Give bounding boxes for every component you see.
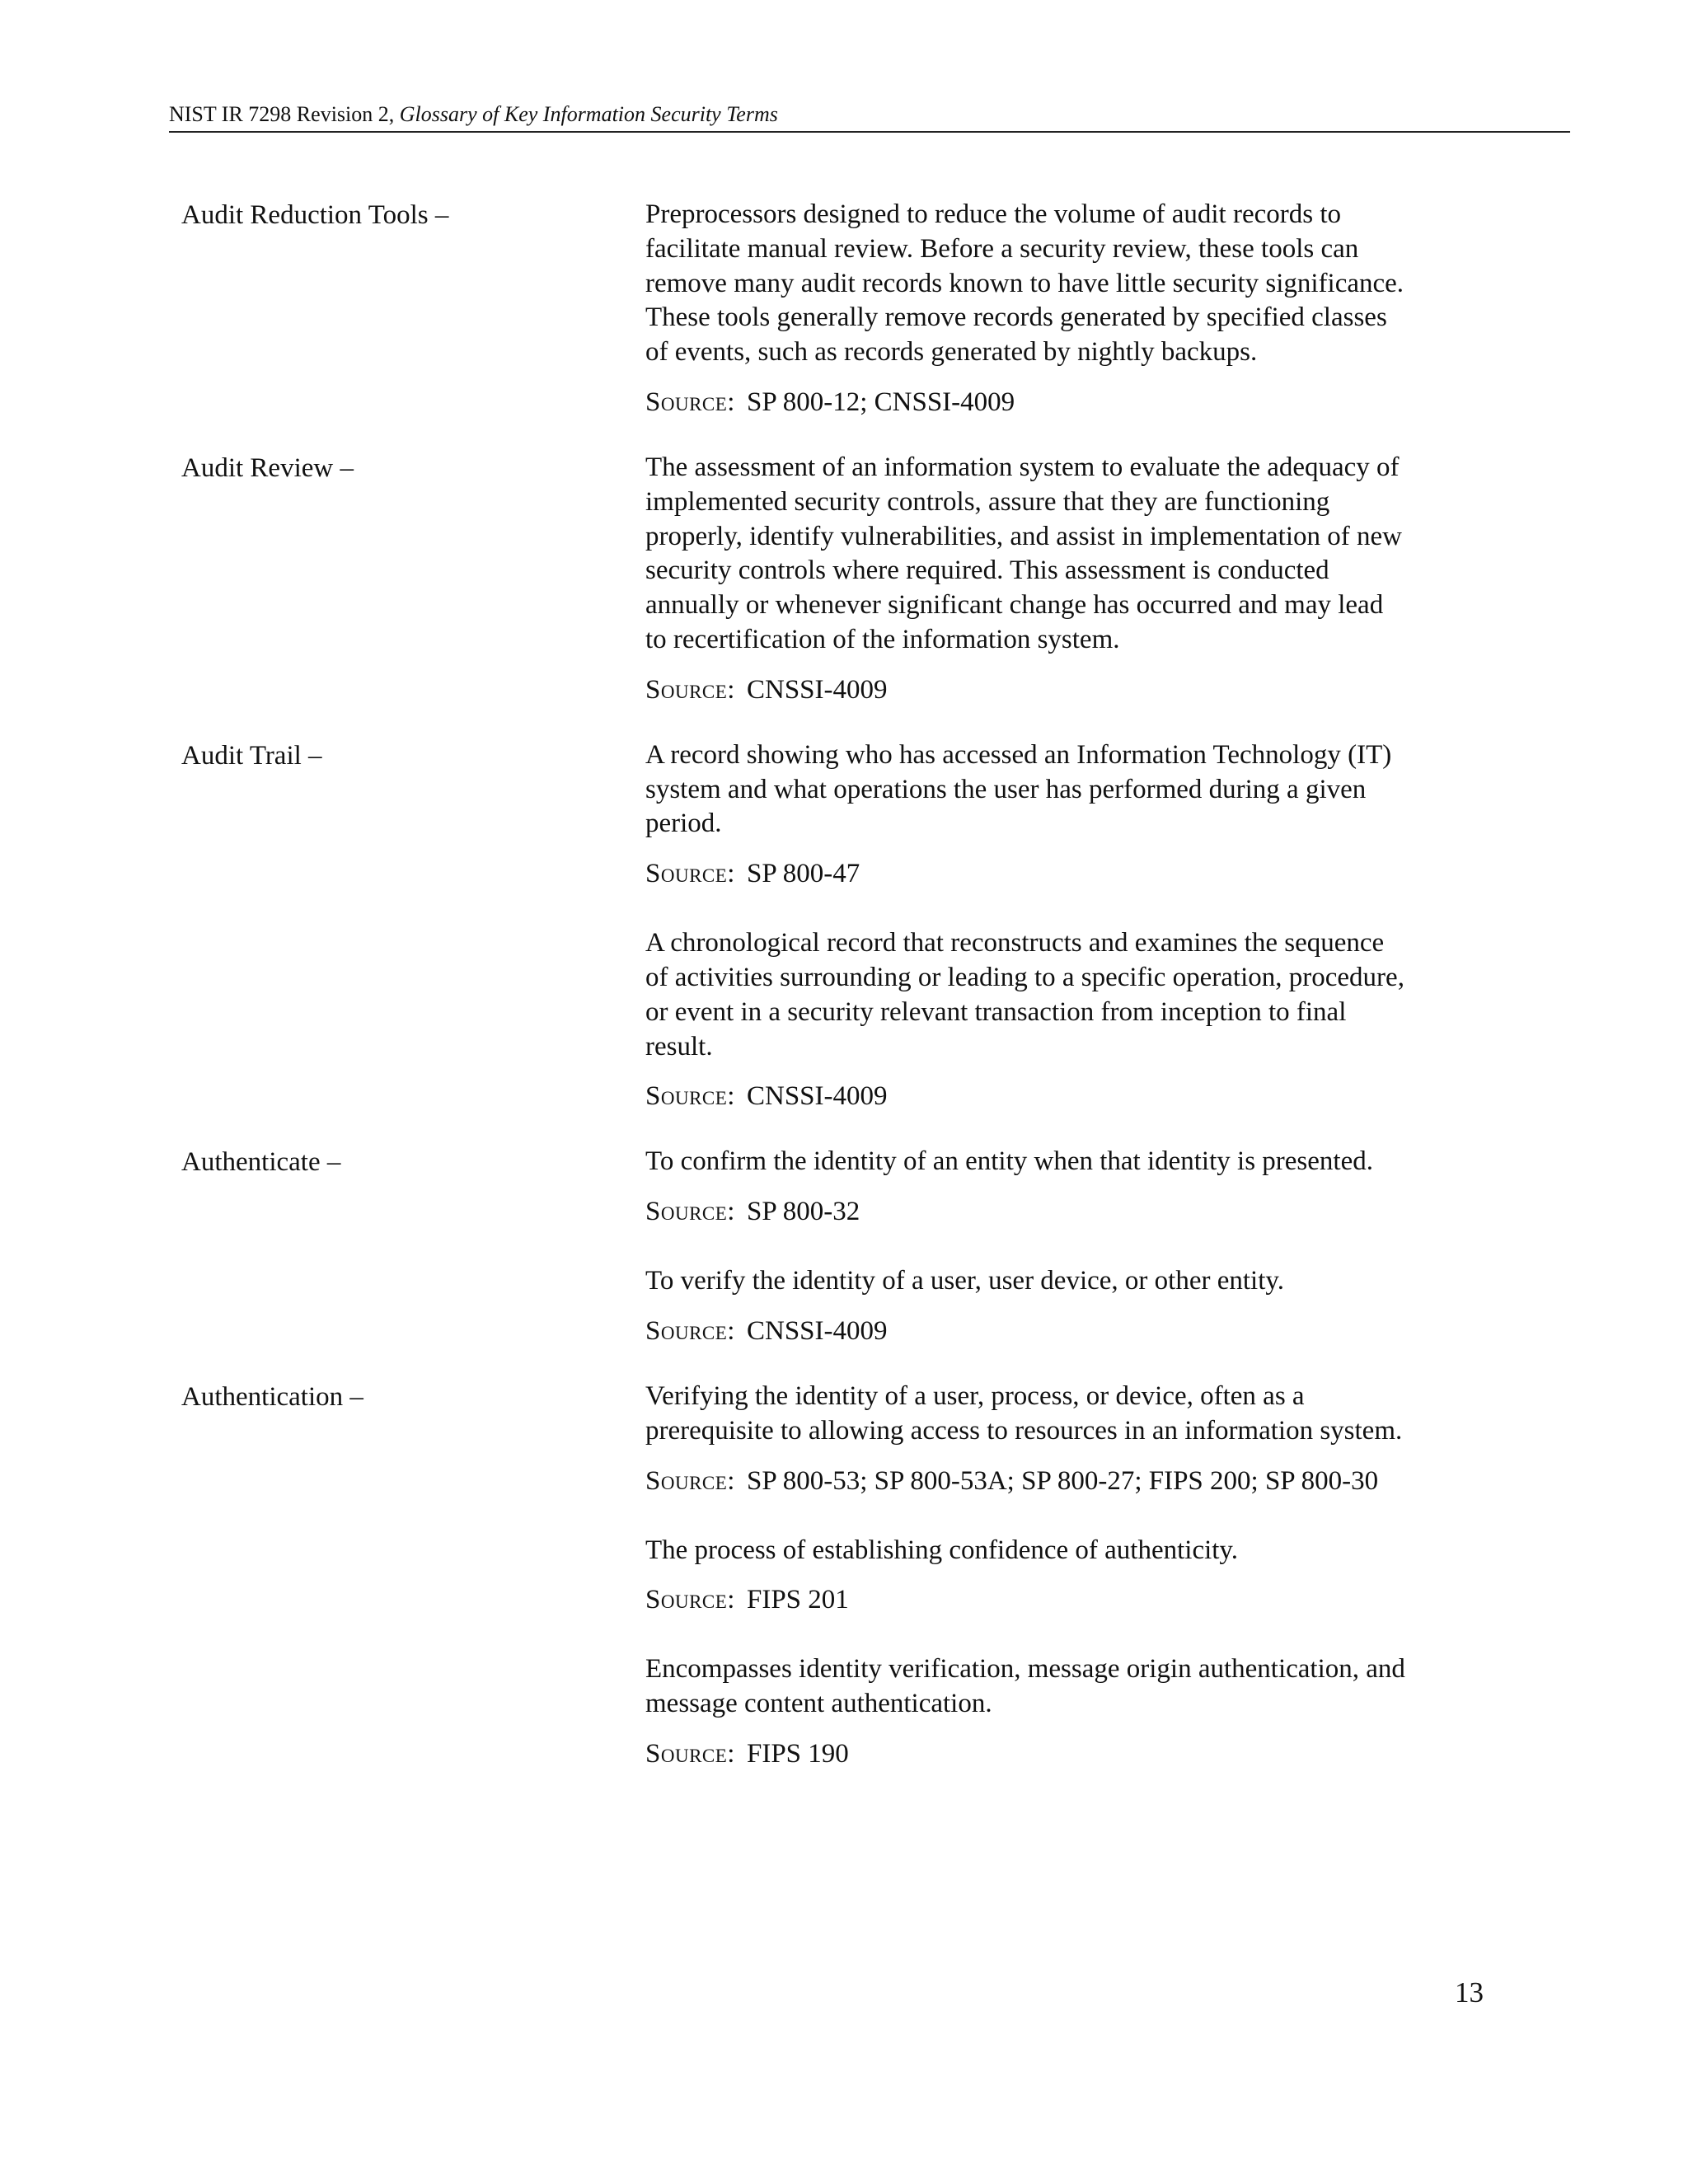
source-reference: SP 800-47 — [746, 859, 860, 889]
definition-list — [645, 738, 1500, 1114]
source-reference: SP 800-53; SP 800-53A; SP 800-27; FIPS 200; SP 800-30 — [746, 1465, 1379, 1496]
document-id: NIST IR 7298 Revision 2, — [169, 102, 400, 126]
definition-text: To confirm the identity of an entity when that identity is presented. — [645, 1146, 1373, 1177]
page-number: 13 — [1455, 1976, 1484, 2008]
definition-list — [645, 1145, 1500, 1348]
definition-text: Verifying the identity of a user, process, or device, often as a prerequisite to allowing access to resources in an information system. — [645, 1380, 1403, 1446]
definition — [645, 1380, 1500, 1498]
glossary — [181, 198, 1500, 1802]
source-label: Source: — [645, 1081, 735, 1112]
definition-text: Encompasses identity verification, message origin authentication, and message content authentication. — [645, 1654, 1405, 1719]
source-line — [645, 385, 1500, 419]
definition-text: A record showing who has accessed an Information Technology (IT) system and what operations the user has performed during a given period. — [645, 739, 1392, 839]
definition — [645, 198, 1500, 419]
glossary-term: Audit Review – — [181, 452, 354, 483]
glossary-entry-audit-review — [181, 451, 1500, 707]
definition — [645, 1264, 1500, 1348]
source-line — [645, 1582, 1500, 1617]
source-line — [645, 1079, 1500, 1113]
glossary-entry-audit-reduction-tools — [181, 198, 1500, 419]
definition — [645, 926, 1500, 1113]
source-label: Source: — [645, 1197, 735, 1227]
definition-list — [645, 1380, 1500, 1771]
definition — [645, 1145, 1500, 1229]
source-label: Source: — [645, 1465, 735, 1496]
source-reference: CNSSI-4009 — [746, 1315, 888, 1346]
source-reference: CNSSI-4009 — [746, 674, 888, 705]
source-line — [645, 856, 1500, 891]
glossary-term: Audit Trail – — [181, 740, 322, 771]
source-line — [645, 1736, 1500, 1771]
page-header — [169, 98, 1570, 133]
source-line — [645, 1314, 1500, 1348]
source-reference: FIPS 190 — [746, 1738, 849, 1769]
source-label: Source: — [645, 1315, 735, 1346]
source-line — [645, 1464, 1500, 1498]
definition-text: The assessment of an information system to evaluate the adequacy of implemented security controls, assure that they are functioning properly, identify vulnerabilities, and assist in implementation of new security controls where required. This assessment is conducted annually or whenever significant change has occurred and may lead to recertification of the information system. — [645, 452, 1402, 654]
definition-list — [645, 198, 1500, 419]
definition — [645, 1652, 1500, 1771]
source-reference: FIPS 201 — [746, 1585, 849, 1615]
source-label: Source: — [645, 1738, 735, 1769]
source-line — [645, 1194, 1500, 1229]
definition — [645, 451, 1500, 707]
definition-text: To verify the identity of a user, user device, or other entity. — [645, 1266, 1284, 1296]
source-label: Source: — [645, 859, 735, 889]
definition — [645, 738, 1500, 891]
definition-text: Preprocessors designed to reduce the volume of audit records to facilitate manual review. Before a security review, these tools can remove many audit records known to have little security significance. These tools generally remove records generated by specified classes of events, such as records generated by nightly backups. — [645, 199, 1404, 368]
glossary-entry-audit-trail — [181, 738, 1500, 1114]
definition-text: The process of establishing confidence of authenticity. — [645, 1535, 1239, 1565]
definition-list — [645, 451, 1500, 707]
source-label: Source: — [645, 1585, 735, 1615]
glossary-term: Authentication – — [181, 1381, 363, 1412]
definition-text: A chronological record that reconstructs and examines the sequence of activities surrounding or leading to a specific operation, procedure, or event in a security relevant transaction from inception to final result. — [645, 928, 1404, 1062]
glossary-term: Authenticate – — [181, 1147, 341, 1178]
source-label: Source: — [645, 674, 735, 705]
source-reference: SP 800-32 — [746, 1197, 860, 1227]
definition — [645, 1534, 1500, 1618]
source-reference: CNSSI-4009 — [746, 1081, 888, 1112]
glossary-entry-authentication — [181, 1380, 1500, 1771]
source-reference: SP 800-12; CNSSI-4009 — [746, 387, 1015, 417]
source-line — [645, 673, 1500, 707]
glossary-entry-authenticate — [181, 1145, 1500, 1348]
source-label: Source: — [645, 387, 735, 417]
document-title: Glossary of Key Information Security Terms — [399, 102, 778, 126]
glossary-term: Audit Reduction Tools – — [181, 200, 449, 230]
